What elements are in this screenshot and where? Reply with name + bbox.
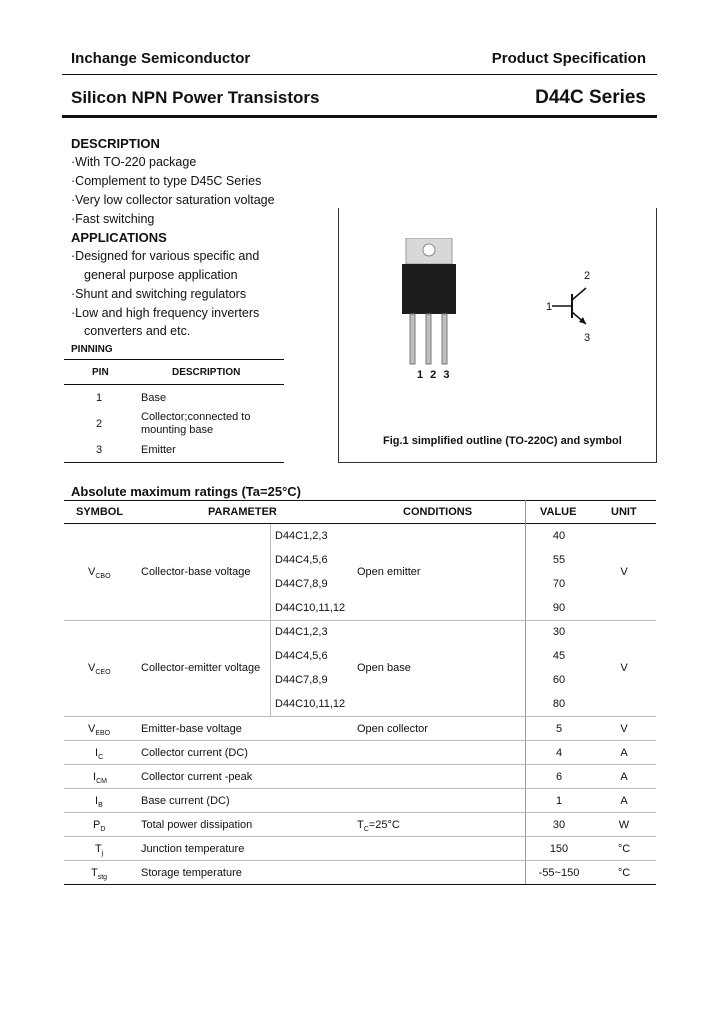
param-cell: Base current (DC) — [141, 795, 230, 807]
row-rule — [64, 620, 656, 621]
param-cell: Junction temperature — [141, 843, 245, 855]
device-type: D44C4,5,6 — [275, 554, 328, 566]
symbol-vceo: $V_{CEO}$ — [88, 662, 111, 677]
pin-description: Collector;connected to — [141, 411, 251, 423]
symbol-pin1-label: 1 — [546, 301, 553, 313]
value-cell: 30 — [552, 626, 566, 638]
description-heading: DESCRIPTION — [71, 136, 160, 151]
row-rule — [64, 764, 656, 765]
pin-number: 2 — [96, 418, 103, 430]
symbol-pin3-label: 3 — [584, 332, 591, 344]
ratings-rule-top — [64, 500, 656, 501]
ratings-rule-bottom — [64, 884, 656, 885]
description-item: ·With TO-220 package — [71, 155, 197, 169]
unit-cell: °C — [617, 867, 631, 879]
applications-heading: APPLICATIONS — [71, 230, 167, 245]
param-cell: Storage temperature — [141, 867, 242, 879]
row-rule — [64, 716, 656, 717]
product-title: Silicon NPN Power Transistors — [71, 88, 320, 107]
pin-description: Emitter — [141, 444, 176, 456]
description-item: ·Very low collector saturation voltage — [71, 193, 275, 207]
device-type: D44C10,11,12 — [275, 602, 346, 614]
value-cell: 70 — [552, 578, 566, 590]
col-parameter: PARAMETER — [208, 506, 277, 518]
value-cell: 5 — [555, 723, 563, 735]
symbol-tstg: $T_{stg}$ — [91, 867, 108, 882]
to220-package-image — [398, 238, 468, 368]
value-cell: 80 — [552, 698, 566, 710]
value-cell: 40 — [552, 530, 566, 542]
col-unit: UNIT — [611, 506, 637, 518]
figure-box — [338, 208, 657, 463]
symbol-pd: $P_D$ — [93, 819, 106, 834]
pinning-rule-mid — [64, 384, 284, 385]
type-divider — [270, 524, 271, 620]
ratings-rule-header — [64, 523, 656, 524]
description-item: ·Complement to type D45C Series — [71, 174, 262, 188]
description-item: ·Fast switching — [71, 212, 155, 226]
applications-item: converters and etc. — [84, 324, 191, 338]
value-cell: 30 — [552, 819, 566, 831]
unit-cell: A — [620, 771, 628, 783]
company-name: Inchange Semiconductor — [71, 50, 251, 67]
param-vceo: Collector-emitter voltage — [141, 662, 261, 674]
device-type: D44C1,2,3 — [275, 530, 328, 542]
unit-cell: A — [620, 795, 628, 807]
doc-type: Product Specification — [491, 50, 646, 67]
param-cell: Total power dissipation — [141, 819, 253, 831]
unit-cell: V — [620, 662, 628, 674]
value-cell: -55~150 — [538, 867, 580, 879]
unit-cell: V — [620, 566, 628, 578]
npn-transistor-symbol-icon — [552, 284, 602, 330]
device-type: D44C7,8,9 — [275, 674, 328, 686]
param-vcbo: Collector-base voltage — [141, 566, 251, 578]
header-rule-top — [62, 74, 657, 75]
row-rule — [64, 788, 656, 789]
cond-vceo: Open base — [357, 662, 411, 674]
value-cell: 1 — [555, 795, 563, 807]
unit-cell: V — [620, 723, 628, 735]
unit-cell: W — [618, 819, 630, 831]
pinning-col-pin: PIN — [92, 367, 109, 378]
ratings-title: Absolute maximum ratings (Ta=25°C) — [71, 484, 301, 499]
value-cell: 6 — [555, 771, 563, 783]
value-cell: 60 — [552, 674, 566, 686]
applications-item: ·Designed for various specific and — [71, 249, 260, 263]
pin-description: mounting base — [141, 424, 214, 436]
row-rule — [64, 740, 656, 741]
value-column-divider — [525, 500, 526, 884]
symbol-tj: $T_j$ — [95, 843, 104, 858]
param-cell: Collector current (DC) — [141, 747, 248, 759]
value-cell: 4 — [555, 747, 563, 759]
applications-item: ·Low and high frequency inverters — [71, 306, 260, 320]
symbol-pin2-label: 2 — [584, 270, 591, 282]
col-symbol: SYMBOL — [76, 506, 124, 518]
pinning-col-desc: DESCRIPTION — [172, 367, 241, 378]
pin-number: 1 — [96, 392, 103, 404]
param-cell: Emitter-base voltage — [141, 723, 242, 735]
symbol-vebo: $V_{EBO}$ — [88, 723, 111, 738]
device-type: D44C1,2,3 — [275, 626, 328, 638]
cond-cell: $T_C=25^\circ C$ — [357, 819, 400, 834]
cond-cell: Open collector — [357, 723, 428, 735]
type-divider — [270, 620, 271, 716]
symbol-ib: $I_B$ — [95, 795, 103, 810]
unit-cell: A — [620, 747, 628, 759]
pin-description: Base — [141, 392, 167, 404]
header-rule-bottom — [62, 115, 657, 118]
row-rule — [64, 860, 656, 861]
symbol-vcbo: $V_{CBO}$ — [88, 566, 111, 581]
package-pin-labels: 1 2 3 — [417, 369, 452, 381]
device-type: D44C4,5,6 — [275, 650, 328, 662]
pinning-heading: PINNING — [71, 344, 113, 355]
figure-caption: Fig.1 simplified outline (TO-220C) and symbol — [383, 435, 622, 447]
col-value: VALUE — [540, 506, 577, 518]
device-type: D44C7,8,9 — [275, 578, 328, 590]
value-cell: 55 — [552, 554, 566, 566]
pinning-rule-top — [64, 359, 284, 360]
cond-vcbo: Open emitter — [357, 566, 421, 578]
unit-cell: °C — [617, 843, 631, 855]
value-cell: 90 — [552, 602, 566, 614]
col-conditions: CONDITIONS — [403, 506, 473, 518]
param-cell: Collector current -peak — [141, 771, 253, 783]
applications-item: ·Shunt and switching regulators — [71, 287, 247, 301]
value-cell: 45 — [552, 650, 566, 662]
row-rule — [64, 836, 656, 837]
row-rule — [64, 812, 656, 813]
device-type: D44C10,11,12 — [275, 698, 346, 710]
pinning-rule-bottom — [64, 462, 284, 463]
pin-number: 3 — [96, 444, 103, 456]
value-cell: 150 — [549, 843, 569, 855]
applications-item: general purpose application — [84, 268, 238, 282]
symbol-ic: $I_C$ — [95, 747, 104, 762]
symbol-icm: $I_{CM}$ — [93, 771, 107, 786]
series-title: D44C Series — [535, 87, 646, 108]
